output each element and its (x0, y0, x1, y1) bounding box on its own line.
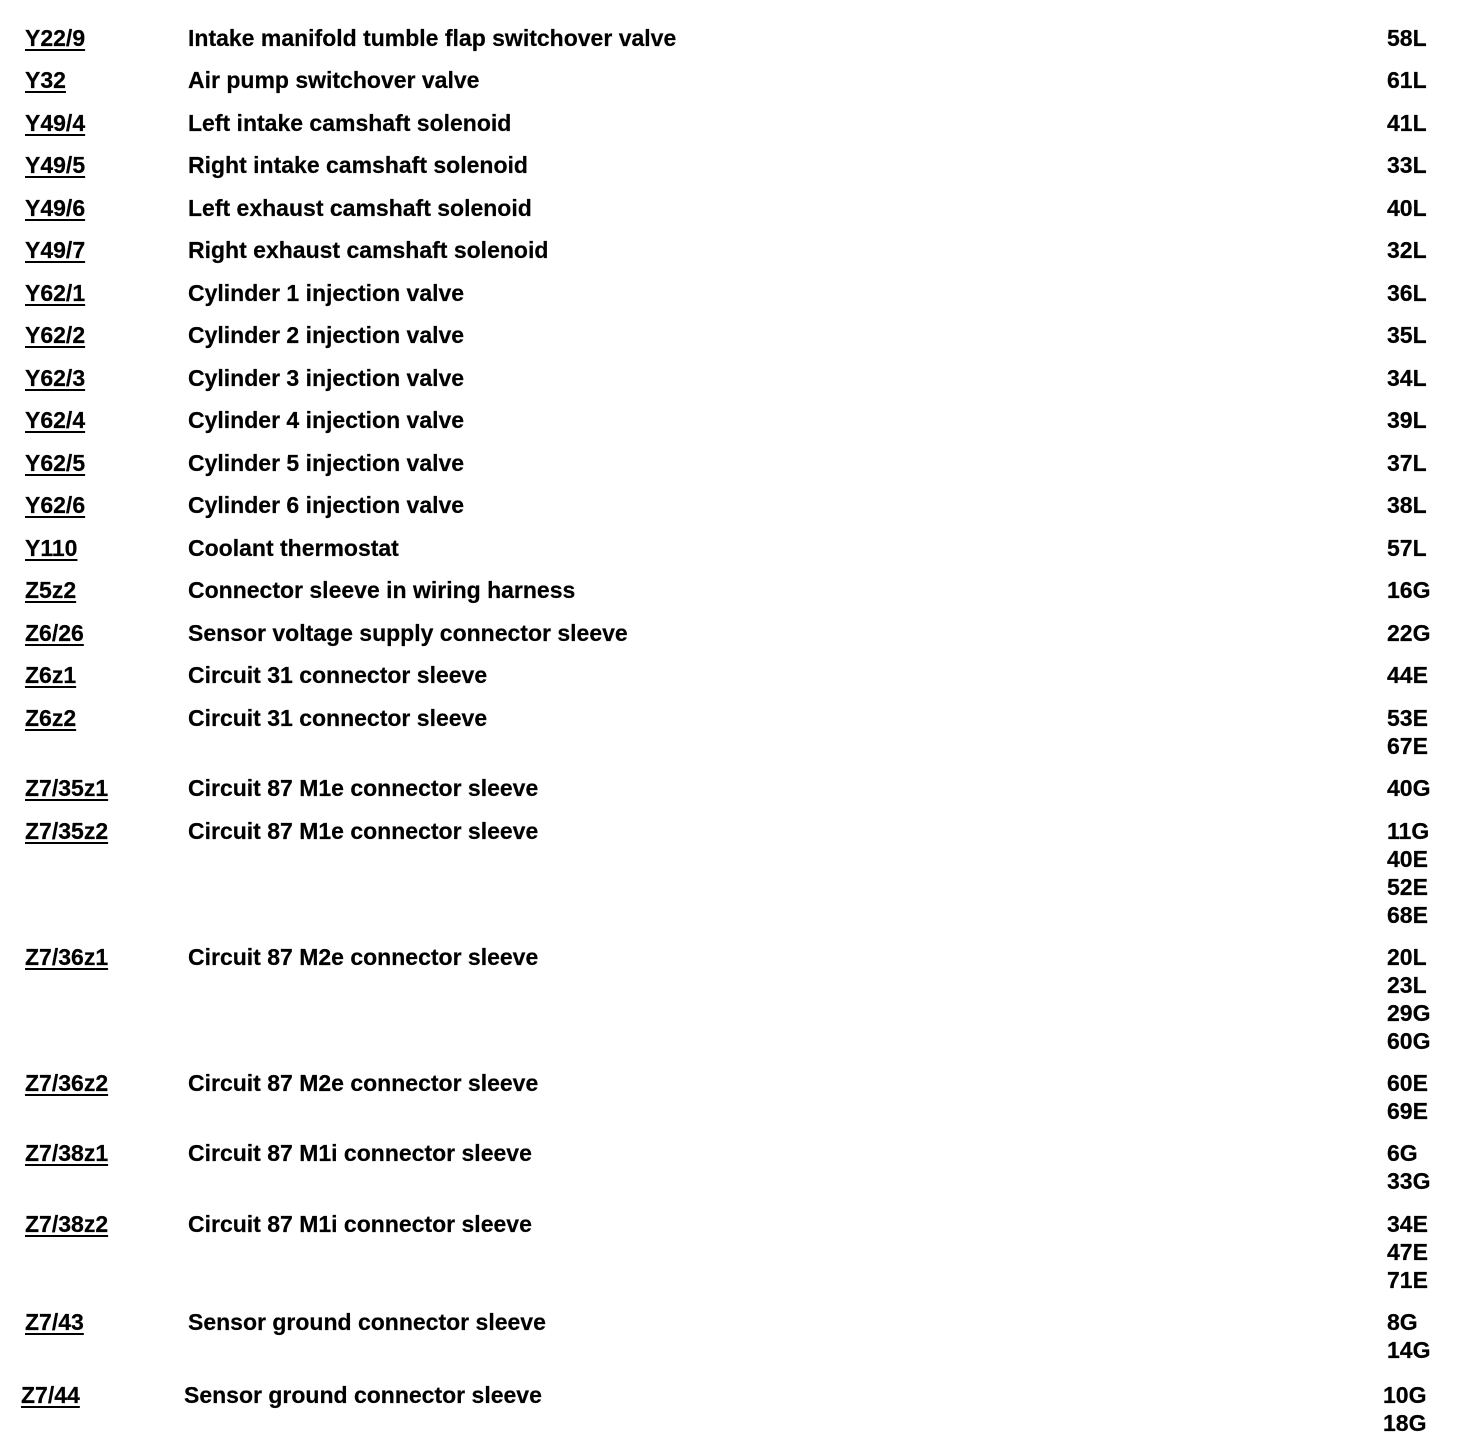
component-code-link[interactable]: Z6/26 (25, 620, 84, 646)
component-code-link[interactable]: Y49/7 (25, 237, 86, 263)
component-description: Cylinder 3 injection valve (188, 365, 465, 391)
component-description: Left intake camshaft solenoid (188, 110, 512, 136)
grid-reference: 68E (1387, 902, 1428, 928)
grid-reference: 23L (1387, 972, 1427, 998)
grid-reference-list (1387, 943, 1457, 1055)
grid-reference-list (1387, 1308, 1457, 1364)
grid-reference-list (1383, 1381, 1453, 1437)
component-code-link[interactable]: Y49/6 (25, 195, 86, 221)
grid-reference: 8G (1387, 1309, 1418, 1335)
component-description: Intake manifold tumble flap switchover valve (188, 25, 677, 51)
grid-reference-list (1387, 279, 1457, 307)
grid-reference: 11G (1387, 818, 1430, 844)
grid-reference-list (1387, 24, 1457, 52)
component-description: Cylinder 6 injection valve (188, 492, 465, 518)
component-code-link[interactable]: Z7/36z2 (25, 1070, 109, 1096)
component-code-link[interactable]: Y32 (25, 67, 66, 93)
component-code-link[interactable]: Z5z2 (25, 577, 77, 603)
grid-reference-list (1387, 151, 1457, 179)
component-code-link[interactable]: Y62/2 (25, 322, 86, 348)
grid-reference: 20L (1387, 944, 1427, 970)
grid-reference: 40E (1387, 846, 1428, 872)
grid-reference: 29G (1387, 1000, 1431, 1026)
component-description: Cylinder 1 injection valve (188, 280, 465, 306)
grid-reference: 34L (1387, 365, 1427, 391)
component-code-link[interactable]: Y110 (25, 535, 78, 561)
component-code-link[interactable]: Z7/35z1 (25, 775, 109, 801)
grid-reference-list (1387, 449, 1457, 477)
component-description: Cylinder 2 injection valve (188, 322, 465, 348)
grid-reference-list (1387, 704, 1457, 760)
grid-reference: 61L (1387, 67, 1427, 93)
component-description: Right intake camshaft solenoid (188, 152, 528, 178)
component-description: Circuit 87 M1e connector sleeve (188, 775, 539, 801)
grid-reference: 57L (1387, 535, 1427, 561)
grid-reference-list (1387, 817, 1457, 929)
component-description: Circuit 87 M2e connector sleeve (188, 944, 539, 970)
grid-reference-list (1387, 534, 1457, 562)
grid-reference: 53E (1387, 705, 1428, 731)
grid-reference-list (1387, 236, 1457, 264)
component-code-link[interactable]: Y49/5 (25, 152, 86, 178)
component-code-link[interactable]: Y62/1 (25, 280, 86, 306)
grid-reference: 60E (1387, 1070, 1428, 1096)
component-description: Circuit 87 M1i connector sleeve (188, 1211, 532, 1237)
component-code-link[interactable]: Z7/43 (25, 1309, 84, 1335)
grid-reference-list (1387, 1210, 1457, 1294)
grid-reference-list (1387, 1139, 1457, 1195)
component-code-link[interactable]: Z7/36z1 (25, 944, 109, 970)
component-description: Circuit 87 M1i connector sleeve (188, 1140, 532, 1166)
grid-reference: 41L (1387, 110, 1427, 136)
grid-reference: 16G (1387, 577, 1431, 603)
grid-reference: 35L (1387, 322, 1427, 348)
grid-reference: 14G (1387, 1337, 1431, 1363)
grid-reference: 33G (1387, 1168, 1431, 1194)
component-description: Sensor ground connector sleeve (188, 1309, 546, 1335)
component-description: Circuit 31 connector sleeve (188, 662, 488, 688)
component-code-link[interactable]: Z6z1 (25, 662, 77, 688)
component-code-link[interactable]: Z7/38z2 (25, 1211, 109, 1237)
grid-reference-list (1387, 109, 1457, 137)
component-description: Cylinder 4 injection valve (188, 407, 465, 433)
grid-reference: 39L (1387, 407, 1427, 433)
grid-reference: 37L (1387, 450, 1427, 476)
component-description: Connector sleeve in wiring harness (188, 577, 576, 603)
grid-reference: 6G (1387, 1140, 1418, 1166)
grid-reference: 40L (1387, 195, 1427, 221)
component-code-link[interactable]: Z6z2 (25, 705, 77, 731)
grid-reference: 40G (1387, 775, 1431, 801)
grid-reference-list (1387, 576, 1457, 604)
component-code-link[interactable]: Z7/44 (21, 1382, 80, 1408)
grid-reference-list (1387, 194, 1457, 222)
component-code-link[interactable]: Y62/6 (25, 492, 86, 518)
grid-reference: 32L (1387, 237, 1427, 263)
grid-reference-list (1387, 491, 1457, 519)
grid-reference: 10G (1383, 1382, 1427, 1408)
component-code-link[interactable]: Z7/38z1 (25, 1140, 109, 1166)
grid-reference: 60G (1387, 1028, 1431, 1054)
grid-reference-list (1387, 406, 1457, 434)
grid-reference-list (1387, 619, 1457, 647)
grid-reference-list (1387, 364, 1457, 392)
grid-reference: 44E (1387, 662, 1428, 688)
component-code-link[interactable]: Y22/9 (25, 25, 86, 51)
component-code-link[interactable]: Y62/3 (25, 365, 86, 391)
component-description: Cylinder 5 injection valve (188, 450, 465, 476)
component-description: Air pump switchover valve (188, 67, 480, 93)
grid-reference: 34E (1387, 1211, 1428, 1237)
grid-reference: 36L (1387, 280, 1427, 306)
grid-reference: 52E (1387, 874, 1428, 900)
component-description: Coolant thermostat (188, 535, 399, 561)
grid-reference-list (1387, 774, 1457, 802)
grid-reference-list (1387, 1069, 1457, 1125)
component-code-link[interactable]: Y62/4 (25, 407, 86, 433)
component-description: Circuit 31 connector sleeve (188, 705, 488, 731)
grid-reference: 18G (1383, 1410, 1427, 1436)
grid-reference: 47E (1387, 1239, 1428, 1265)
component-description: Sensor ground connector sleeve (184, 1382, 542, 1408)
component-code-link[interactable]: Y62/5 (25, 450, 86, 476)
grid-reference-list (1387, 66, 1457, 94)
grid-reference-list (1387, 321, 1457, 349)
grid-reference: 67E (1387, 733, 1428, 759)
component-description: Circuit 87 M2e connector sleeve (188, 1070, 539, 1096)
grid-reference-list (1387, 661, 1457, 689)
grid-reference: 71E (1387, 1267, 1428, 1293)
grid-reference: 69E (1387, 1098, 1428, 1124)
component-description: Circuit 87 M1e connector sleeve (188, 818, 539, 844)
component-description: Right exhaust camshaft solenoid (188, 237, 549, 263)
component-code-link[interactable]: Z7/35z2 (25, 818, 109, 844)
grid-reference: 58L (1387, 25, 1427, 51)
component-description: Left exhaust camshaft solenoid (188, 195, 532, 221)
grid-reference: 38L (1387, 492, 1427, 518)
grid-reference: 22G (1387, 620, 1431, 646)
component-description: Sensor voltage supply connector sleeve (188, 620, 628, 646)
grid-reference: 33L (1387, 152, 1427, 178)
component-code-link[interactable]: Y49/4 (25, 110, 86, 136)
